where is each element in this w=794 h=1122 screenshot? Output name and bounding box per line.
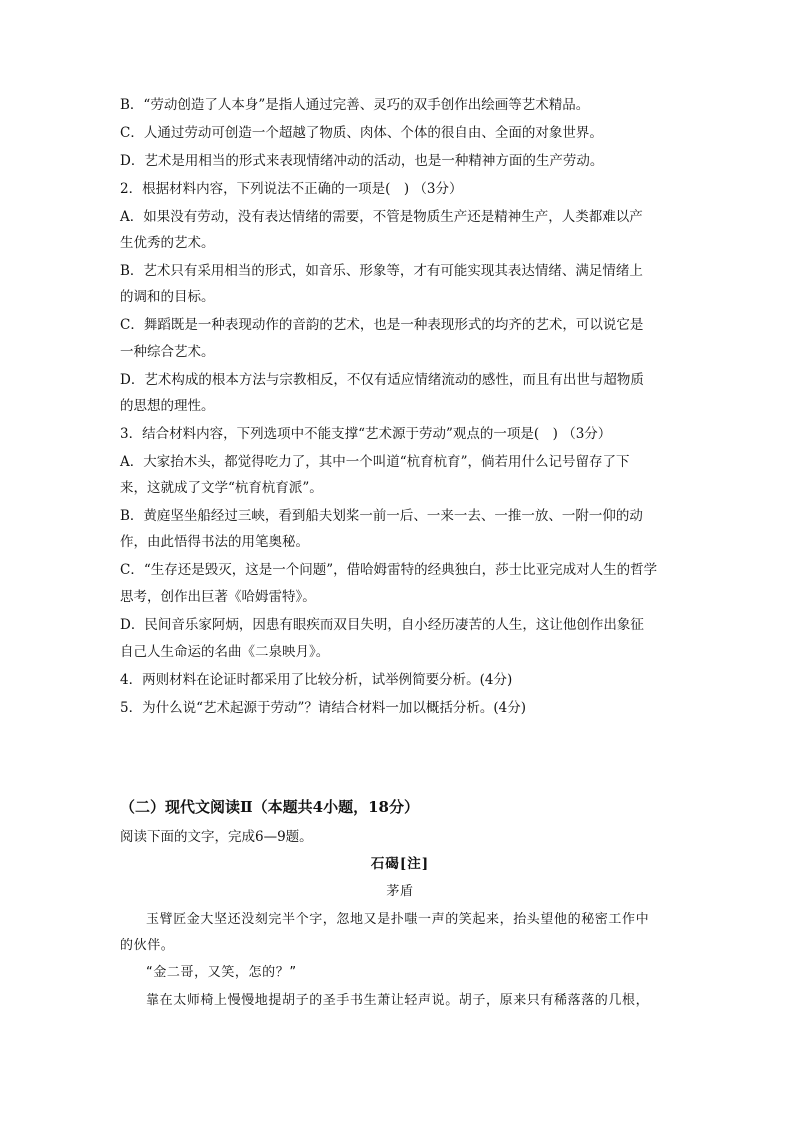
q2-option-a-line2: 生优秀的艺术。 [120,235,215,251]
q2-option-b-line1: B．艺术只有采用相当的形式，如音乐、形象等，才有可能实现其表达情绪、满足情绪上 [120,263,643,279]
q3-option-b-line2: 作，由此悟得书法的用笔奥秘。 [120,534,309,550]
q3-option-a-line2: 来，这就成了文学“杭育杭育派”。 [120,480,323,496]
story-dialogue: “金二哥，又笑，怎的？” [146,965,297,980]
q2-option-c-line2: 一种综合艺术。 [120,344,215,360]
section-instruction: 阅读下面的文字，完成6—9题。 [120,829,313,845]
q3-stem: 3．结合材料内容，下列选项中不能支撑“艺术源于劳动”观点的一项是( ) （3分） [120,426,612,442]
q2-option-d-line2: 的思想的理性。 [120,398,215,414]
q3-option-d-line2: 自己人生命运的名曲《二泉映月》。 [120,644,330,660]
q3-option-c-line1: C．“生存还是毁灭，这是一个问题”，借哈姆雷特的经典独白，莎士比亚完成对人生的哲学 [120,562,658,578]
story-para2-line1: 靠在太师椅上慢慢地提胡子的圣手书生萧让轻声说。胡子，原来只有稀落落的几根， [146,993,650,1008]
q2-option-d-line1: D．艺术构成的根本方法与宗教相反，不仅有适应情绪流动的感性，而且有出世与超物质 [120,372,644,388]
q3-option-c-line2: 思考，创作出巨著《哈姆雷特》。 [120,589,316,605]
q1-option-c: C．人通过劳动可创造一个超越了物质、肉体、个体的很自由、全面的对象世界。 [120,125,603,141]
q2-option-a-line1: A．如果没有劳动，没有表达情绪的需要，不管是物质生产还是精神生产，人类都难以产 [120,209,643,225]
q2-option-b-line2: 的调和的目标。 [120,289,215,305]
story-title: 石碣[注] [370,856,430,872]
q3-option-a-line1: A．大家抬木头，都觉得吃力了，其中一个叫道“杭育杭育”，倘若用什么记号留存了下 [120,454,630,470]
q5: 5．为什么说“艺术起源于劳动”？请结合材料一加以概括分析。(4分) [120,700,527,716]
q2-stem: 2．根据材料内容，下列说法不正确的一项是( ) （3分） [120,181,463,197]
story-author: 茅盾 [386,884,414,899]
q4: 4．两则材料在论证时都采用了比较分析，试举例简要分析。(4分) [120,672,513,688]
section-heading: （二）现代文阅读Ⅱ（本题共4小题，18分） [120,798,419,816]
q3-option-b-line1: B．黄庭坚坐船经过三峡，看到船夫划桨一前一后、一来一去、一推一放、一附一仰的动 [120,508,643,524]
q2-option-c-line1: C．舞蹈既是一种表现动作的音韵的艺术，也是一种表现形式的均齐的艺术，可以说它是 [120,317,644,333]
q1-option-b: B．“劳动创造了人本身”是指人通过完善、灵巧的双手创作出绘画等艺术精品。 [120,97,590,113]
story-para1-line2: 的伙伴。 [120,938,175,953]
q1-option-d: D．艺术是用相当的形式来表现情绪冲动的活动，也是一种精神方面的生产劳动。 [120,153,604,169]
story-para1-line1: 玉臂匠金大坚还没刻完半个字，忽地又是扑嗤一声的笑起来，抬头望他的秘密工作中 [146,912,650,927]
q3-option-d-line1: D．民间音乐家阿炳，因患有眼疾而双目失明，自小经历凄苦的人生，这让他创作出象征 [120,617,644,633]
